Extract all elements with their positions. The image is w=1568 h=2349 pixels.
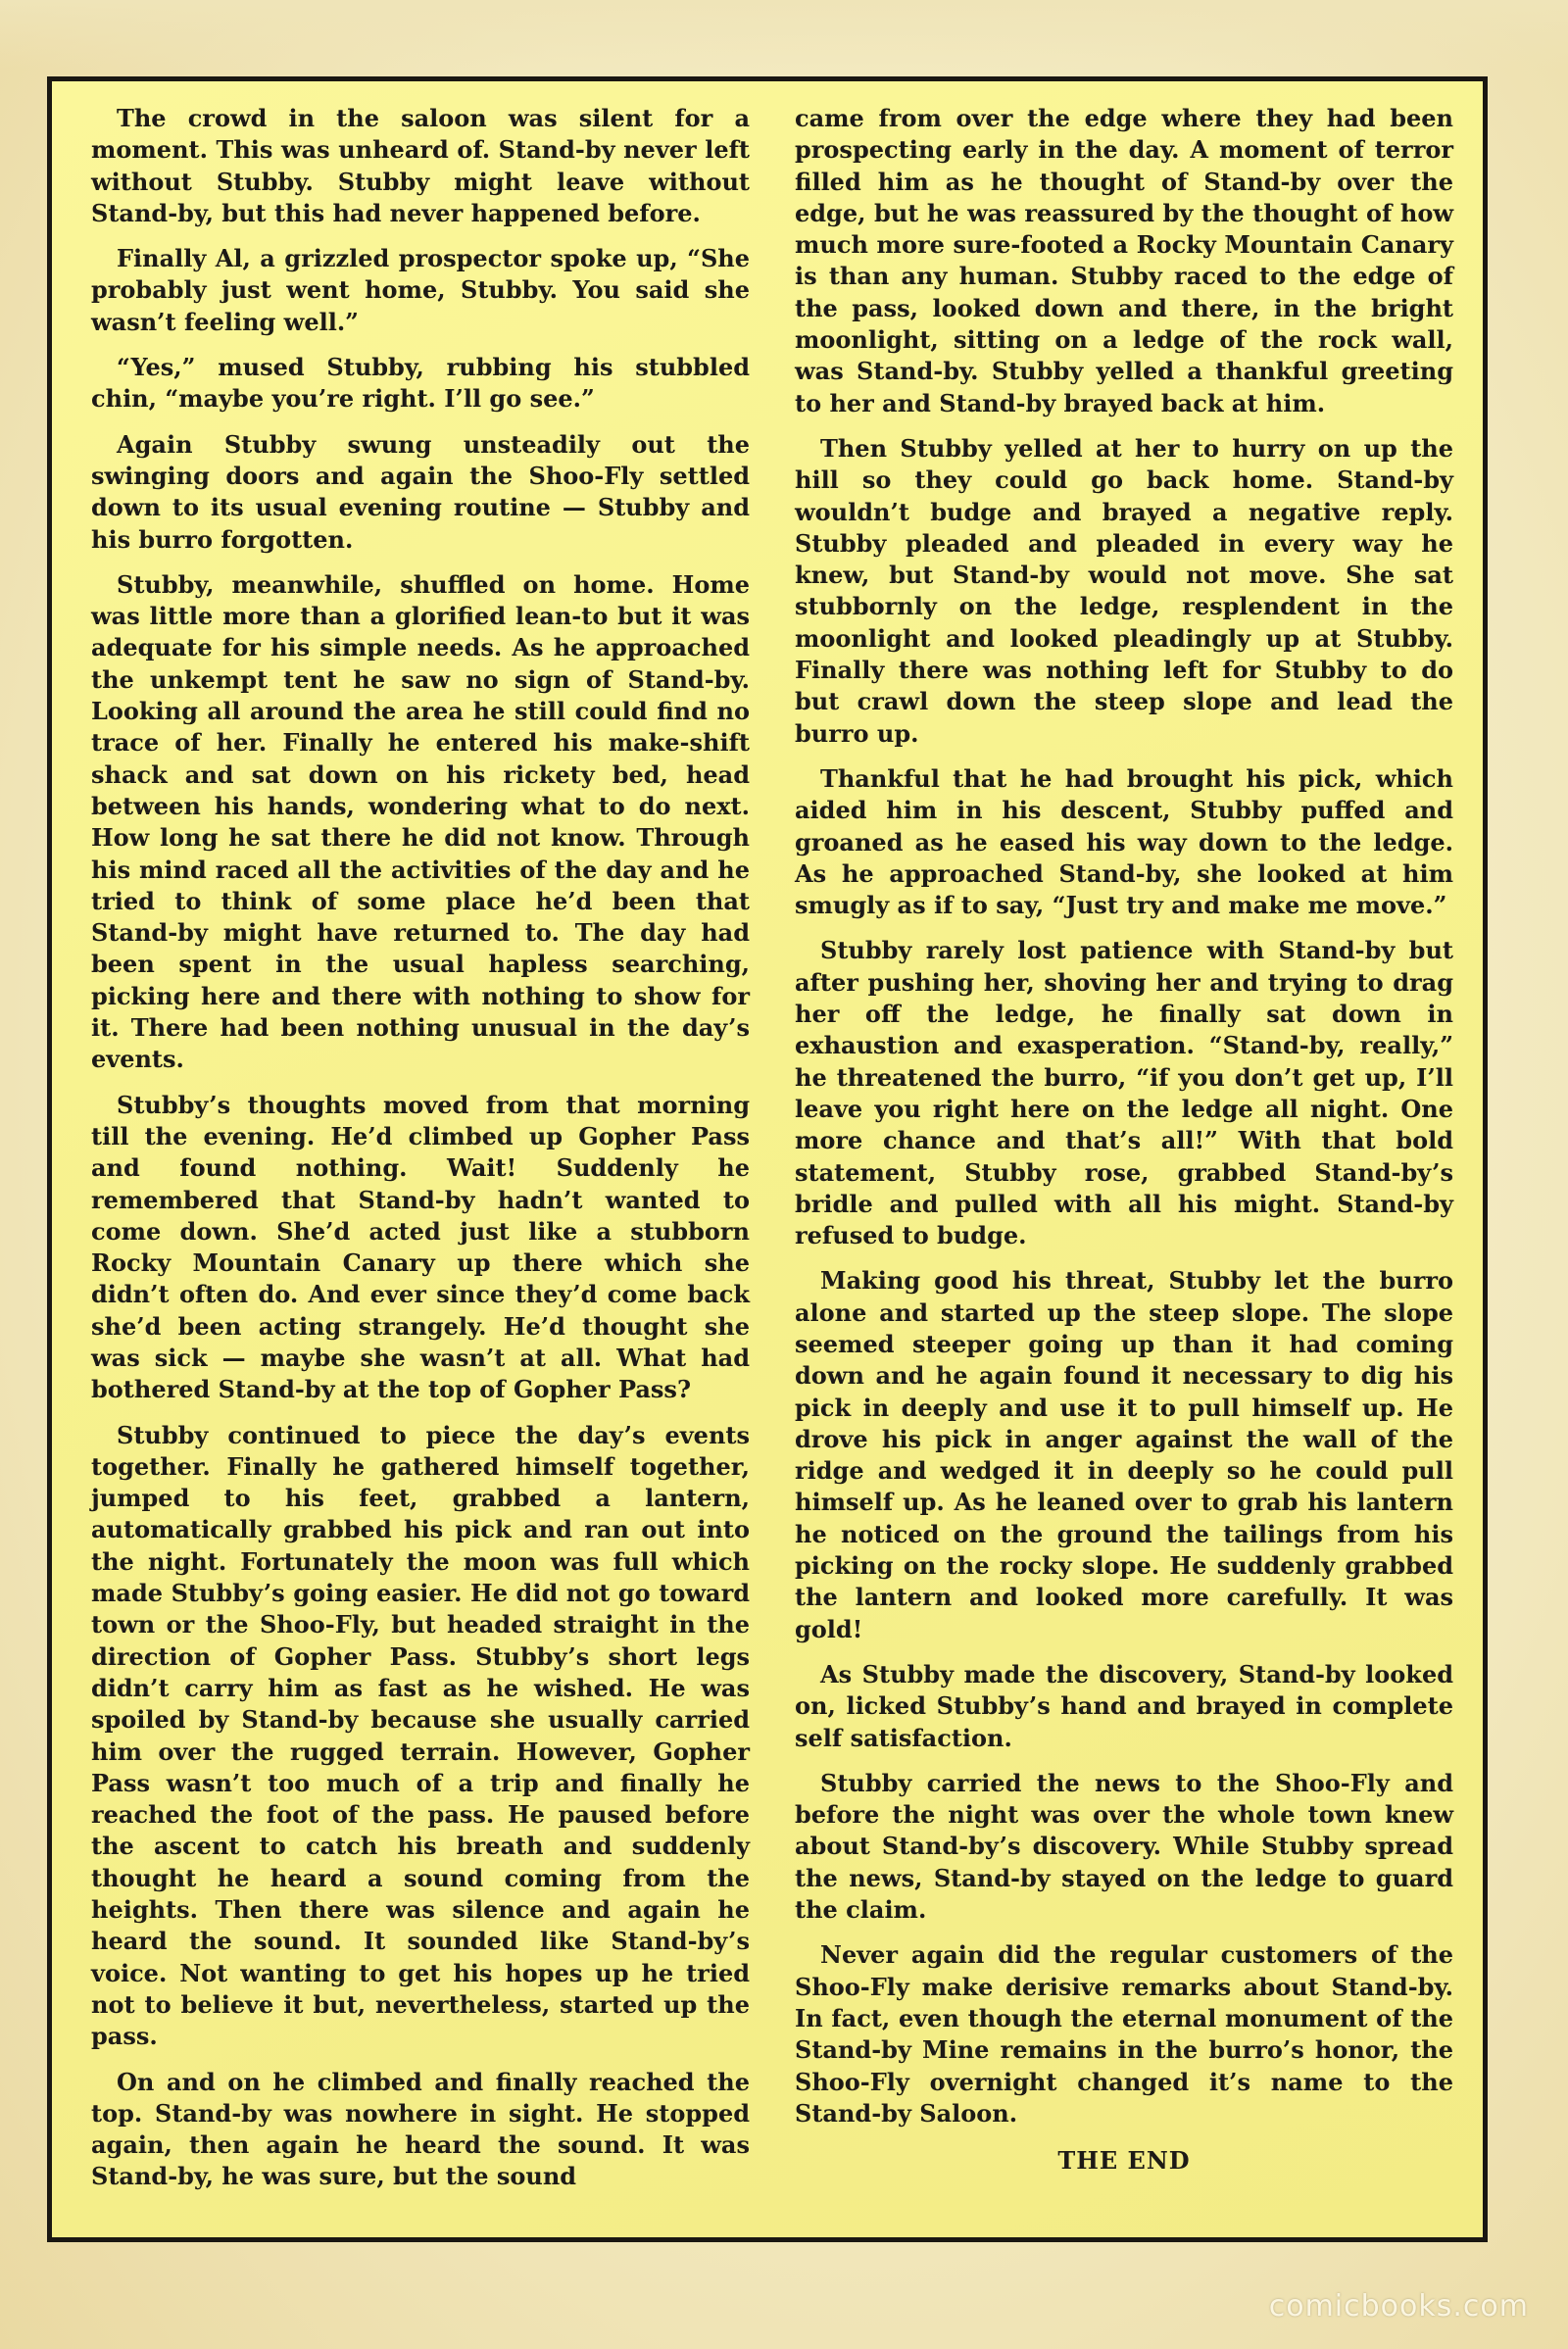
story-paragraph: On and on he climbed and finally reached the top. Stand-by was nowhere in sight. He stopped again, then again he heard the sound. It was Stand-by, he was sure, but the sound: [91, 2067, 750, 2191]
story-column-right: [795, 103, 1453, 2190]
the-end-label: THE END: [1057, 2146, 1191, 2176]
story-paragraph: As Stubby made the discovery, Stand-by looked on, licked Stubby’s hand and brayed in complete self satisfaction.: [795, 1659, 1453, 1752]
story-column-left: [91, 103, 750, 2193]
story-paragraph: Again Stubby swung unsteadily out the swinging doors and again the Shoo-Fly settled down to its usual evening routine — Stubby and his burro forgotten.: [91, 429, 750, 554]
story-text-box: [47, 76, 1488, 2242]
story-paragraph: The crowd in the saloon was silent for a moment. This was unheard of. Stand-by never left without Stubby. Stubby might leave without Stand-by, but this had never happened before.: [91, 104, 750, 227]
story-paragraph: Stubby’s thoughts moved from that morning till the evening. He’d climbed up Gopher Pass and found nothing. Wait! Suddenly he remembered that Stand-by hadn’t wanted to come down. She’d acted just like a stubborn Rocky Mountain Canary up there which she didn’t often do. And ever since they’d come back she’d been acting strangely. He’d thought she was sick — maybe she wasn’t at all. What had bothered Stand-by at the top of Gopher Pass?: [91, 1090, 750, 1404]
story-paragraph: Finally Al, a grizzled prospector spoke up, “She probably just went home, Stubby. You said she wasn’t feeling well.”: [91, 244, 750, 336]
story-paragraph: Never again did the regular customers of the Shoo-Fly make derisive remarks about Stand-by. In fact, even though the eternal monument of the Stand-by Mine remains in the burro’s honor, the Shoo-Fly overnight changed it’s name to the Stand-by Saloon.: [795, 1940, 1453, 2128]
story-paragraph: Thankful that he had brought his pick, which aided him in his descent, Stubby puffed and groaned as he eased his way down to the ledge. As he approached Stand-by, she looked at him smugly as if to say, “Just try and make me move.”: [795, 763, 1453, 920]
story-paragraph: Stubby, meanwhile, shuffled on home. Home was little more than a glorified lean-to but it was adequate for his simple needs. As he approached the unkempt tent he saw no sign of Stand-by. Looking all around the area he still could find no trace of her. Finally he entered his make-shift shack and sat down on his rickety bed, head between his hands, wondering what to do next. How long he sat there he did not know. Through his mind raced all the activities of the day and he tried to think of some place he’d been that Stand-by might have returned to. The day had been spent in the usual hapless searching, picking here and there with nothing to show for it. There had been nothing unusual in the day’s events.: [91, 569, 750, 1074]
story-paragraph: “Yes,” mused Stubby, rubbing his stubbled chin, “maybe you’re right. I’ll go see.”: [91, 353, 750, 414]
story-paragraph: Then Stubby yelled at her to hurry on up the hill so they could go back home. Stand-by wouldn’t budge and brayed a negative reply. Stubby pleaded and pleaded in every way he knew, but Stand-by would not move. She sat stubbornly on the ledge, resplendent in the moonlight and looked pleadingly up at Stubby. Finally there was nothing left for Stubby to do but crawl down the steep slope and lead the burro up.: [795, 433, 1453, 748]
story-paragraph: Stubby rarely lost patience with Stand-by but after pushing her, shoving her and trying to drag her off the ledge, he finally sat down in exhaustion and exasperation. “Stand-by, really,” he threatened the burro, “if you don’t get up, I’ll leave you right here on the ledge all night. One more chance and that’s all!” With that bold statement, Stubby rose, grabbed Stand-by’s bridle and pulled with all his might. Stand-by refused to budge.: [795, 936, 1453, 1250]
story-paragraph: came from over the edge where they had been prospecting early in the day. A moment of terror filled him as he thought of Stand-by over the edge, but he was reassured by the thought of how much more sure-footed a Rocky Mountain Canary is than any human. Stubby raced to the edge of the pass, looked down and there, in the bright moonlight, sitting on a ledge of the rock wall, was Stand-by. Stubby yelled a thankful greeting to her and Stand-by brayed back at him.: [795, 104, 1453, 417]
page-top-edge: [0, 0, 1568, 69]
story-paragraph: Making good his threat, Stubby let the burro alone and started up the steep slope. The slope seemed steeper going up than it had coming down and he again found it necessary to dig his pick in deeply and use it to pull himself up. He drove his pick in anger against the wall of the ridge and wedged it in deeply so he could pull himself up. As he leaned over to grab his lantern he noticed on the ground the tailings from his picking on the rocky slope. He suddenly grabbed the lantern and looked more carefully. It was gold!: [795, 1266, 1453, 1643]
story-paragraph: Stubby carried the news to the Shoo-Fly and before the night was over the whole town knew about Stand-by’s discovery. While Stubby spread the news, Stand-by stayed on the ledge to guard the claim.: [795, 1768, 1453, 1925]
story-paragraph: Stubby continued to piece the day’s events together. Finally he gathered himself together, jumped to his feet, grabbed a lantern, automatically grabbed his pick and ran out into the night. Fortunately the moon was full which made Stubby’s going easier. He did not go toward town or the Shoo-Fly, but headed straight in the direction of Gopher Pass. Stubby’s short legs didn’t carry him as fast as he wished. He was spoiled by Stand-by because she usually carried him over the rugged terrain. However, Gopher Pass wasn’t too much of a trip and finally he reached the foot of the pass. He paused before the ascent to catch his breath and suddenly thought he heard a sound coming from the heights. Then there was silence and again he heard the sound. It sounded like Stand-by’s voice. Not wanting to get his hopes up he tried not to believe it but, nevertheless, started up the pass.: [91, 1420, 750, 2051]
site-watermark: comicbooks.com: [1268, 2289, 1529, 2324]
